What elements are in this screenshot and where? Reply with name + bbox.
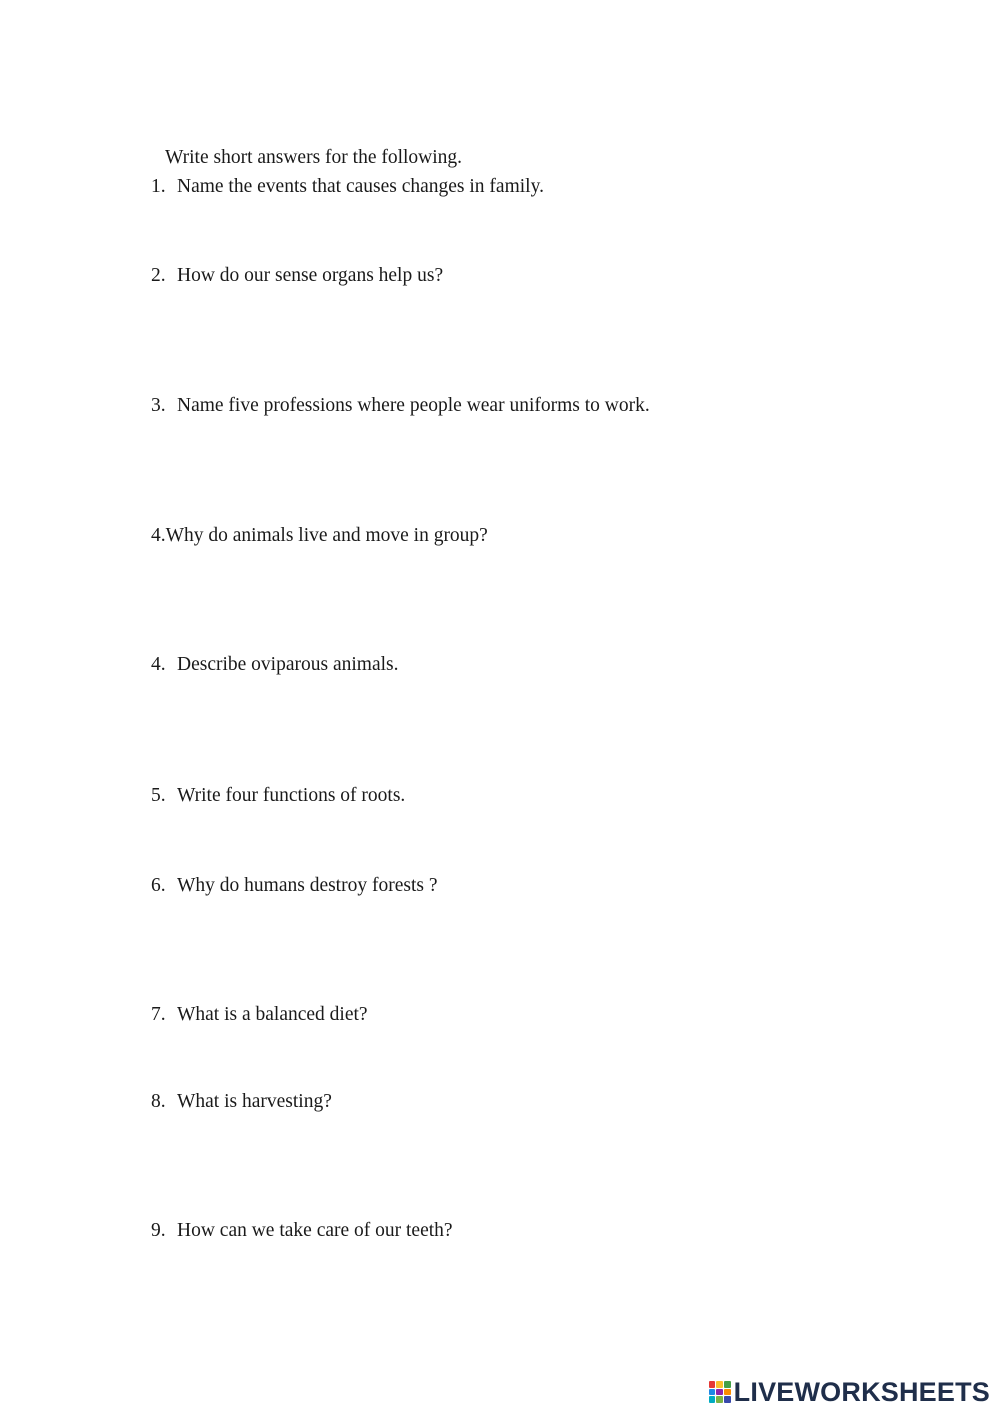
- question-number: 1.: [151, 176, 166, 197]
- question-number: 7.: [151, 1004, 166, 1025]
- question-text: Name five professions where people wear uniforms to work.: [177, 395, 650, 416]
- question-4-animals-group: [151, 524, 488, 548]
- question-text: 4.Why do animals live and move in group?: [151, 525, 488, 546]
- question-text: Name the events that causes changes in family.: [177, 176, 544, 197]
- liveworksheets-brand: [709, 1377, 990, 1407]
- question-2: [151, 264, 443, 288]
- instruction-text: Write short answers for the following.: [165, 147, 463, 168]
- question-number: 8.: [151, 1091, 166, 1112]
- liveworksheets-logo-icon: [709, 1381, 731, 1403]
- question-9: [151, 1219, 453, 1243]
- question-text: Why do humans destroy forests ?: [177, 875, 438, 896]
- question-text: Describe oviparous animals.: [177, 654, 399, 675]
- question-4-oviparous: [151, 653, 398, 677]
- question-number: 4.: [151, 654, 166, 675]
- question-7: [151, 1003, 368, 1027]
- question-text: Write four functions of roots.: [177, 785, 406, 806]
- question-3: [151, 394, 650, 418]
- question-text: How do our sense organs help us?: [177, 265, 444, 286]
- question-6: [151, 874, 438, 898]
- question-number: 6.: [151, 875, 166, 896]
- question-8: [151, 1090, 332, 1114]
- brand-name: LIVEWORKSHEETS: [733, 1377, 990, 1407]
- question-number: 5.: [151, 785, 166, 806]
- question-5: [151, 784, 405, 808]
- question-text: How can we take care of our teeth?: [177, 1220, 453, 1241]
- question-text: What is a balanced diet?: [177, 1004, 368, 1025]
- question-number: 2.: [151, 265, 166, 286]
- question-number: 3.: [151, 395, 166, 416]
- question-number: 9.: [151, 1220, 166, 1241]
- question-1: [151, 175, 544, 199]
- question-text: What is harvesting?: [177, 1091, 332, 1112]
